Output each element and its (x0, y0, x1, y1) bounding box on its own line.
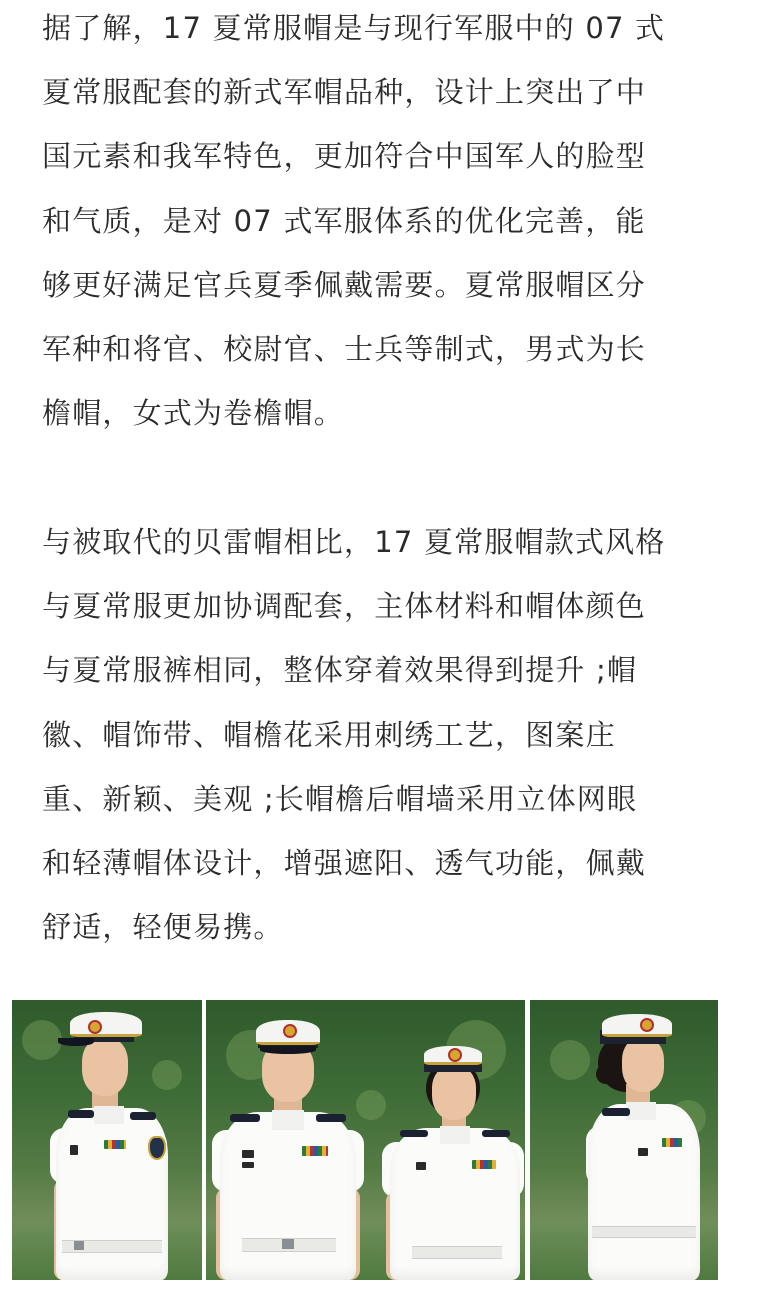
uniform-photo-strip (12, 1000, 718, 1280)
photo-male-side-view (12, 1000, 202, 1280)
photo-male-female-front-view (206, 1000, 525, 1280)
paragraph-comparison: 与被取代的贝雷帽相比，17 夏常服帽款式风格 与夏常服更加协调配套，主体材料和帽体颜色 与夏常服裤相同，整体穿着效果得到提升 ;帽 徽、帽饰带、帽檐花采用刺绣工艺，图案庄 重、新颖、美观 ;长帽檐后帽墙采用立体网眼 和轻薄帽体设计，增强遮阳、透气功能，佩戴 舒适，轻便易携。 (42, 525, 666, 945)
photo-female-side-view (530, 1000, 718, 1280)
paragraph-intro: 据了解，17 夏常服帽是与现行军服中的 07 式 夏常服配套的新式军帽品种，设计上突出了中 国元素和我军特色，更加符合中国军人的脸型 和气质，是对 07 式军服体系的优化完善，能 够更好满足官兵夏季佩戴需要。夏常服帽区分 军种和将官、校尉官、士兵等制式，男式为长 檐帽，女式为卷檐帽。 (42, 11, 666, 431)
